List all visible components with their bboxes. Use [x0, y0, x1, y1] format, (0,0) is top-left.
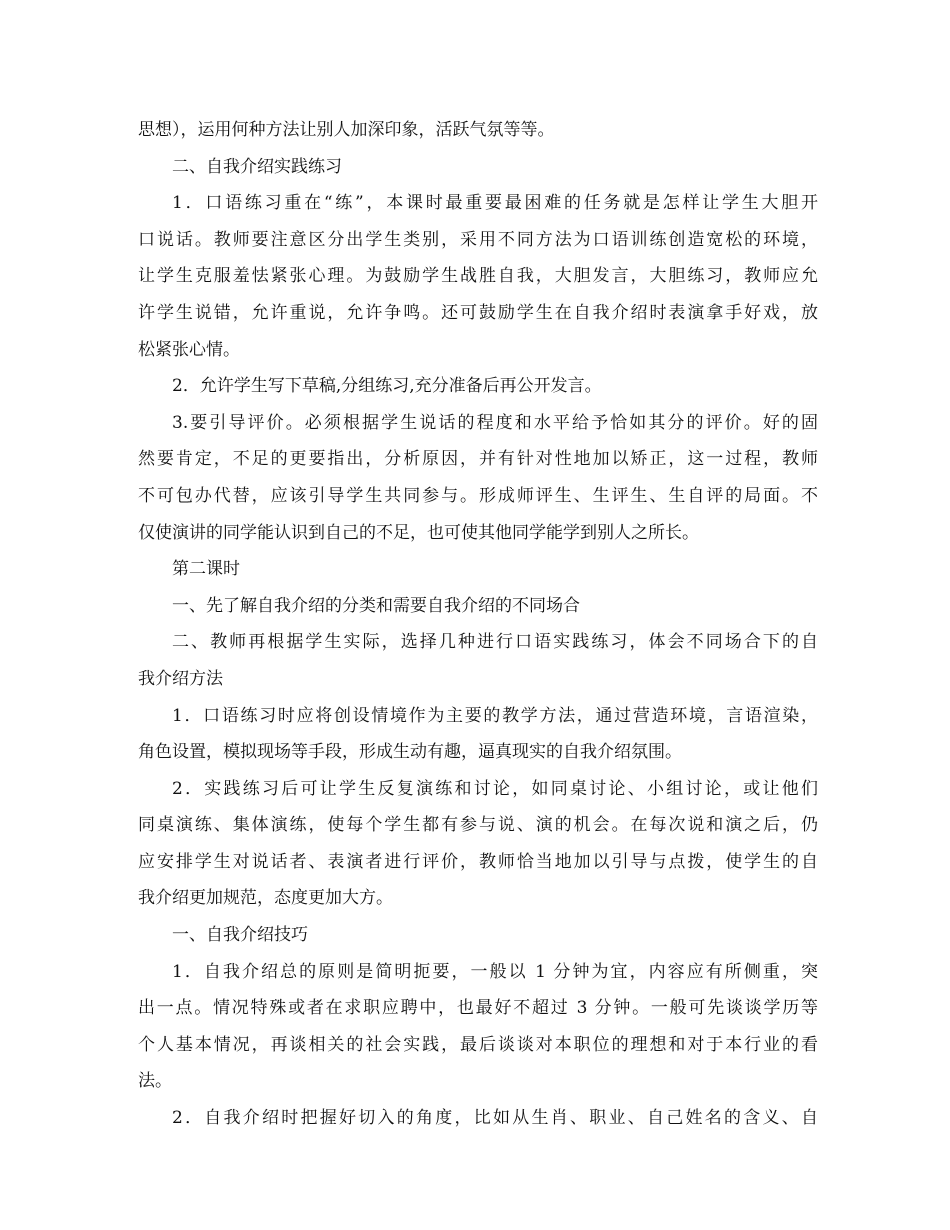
section-heading: 二、自我介绍实践练习 — [172, 156, 342, 177]
text-line: 我介绍更加规范，态度更加大方。 — [138, 888, 393, 909]
text-line: 让学生克服羞怯紧张心理。为鼓励学生战胜自我，大胆发言，大胆练习，教师应允 — [138, 266, 818, 287]
text-line: 我介绍方法 — [138, 668, 223, 689]
text-line: 然要肯定，不足的更要指出，分析原因，并有针对性地加以矫正，这一过程，教师 — [138, 449, 818, 470]
text-line: 出一点。情况特殊或者在求职应聘中，也最好不超过 3 分钟。一般可先谈谈学历等 — [138, 998, 818, 1019]
text-line: 1．自我介绍总的原则是简明扼要，一般以 1 分钟为宜，内容应有所侧重，突 — [172, 961, 818, 982]
text-line: 2．允许学生写下草稿,分组练习,充分准备后再公开发言。 — [172, 376, 602, 397]
text-line: 2．实践练习后可让学生反复演练和讨论，如同桌讨论、小组讨论，或让他们 — [172, 778, 818, 799]
text-line: 1．口语练习重在“练”，本课时最重要最困难的任务就是怎样让学生大胆开 — [172, 193, 818, 214]
text-line: 1．口语练习时应将创设情境作为主要的教学方法，通过营造环境，言语渲染， — [172, 705, 818, 726]
text-line: 口说话。教师要注意区分出学生类别，采用不同方法为口语训练创造宽松的环境， — [138, 229, 818, 250]
text-line: 思想），运用何种方法让别人加深印象，活跃气氛等等。 — [138, 120, 555, 140]
text-line: 不可包办代替，应该引导学生共同参与。形成师评生、生评生、生自评的局面。不 — [138, 485, 818, 506]
text-line: 同桌演练、集体演练，使每个学生都有参与说、演的机会。在每次说和演之后，仍 — [138, 815, 818, 836]
section-heading: 一、先了解自我介绍的分类和需要自我介绍的不同场合 — [172, 595, 580, 616]
text-line: 应安排学生对说话者、表演者进行评价，教师恰当地加以引导与点拨，使学生的自 — [138, 851, 818, 872]
text-line: 个人基本情况，再谈相关的社会实践，最后谈谈对本职位的理想和对于本行业的看 — [138, 1034, 818, 1055]
text-line: 2．自我介绍时把握好切入的角度，比如从生肖、职业、自己姓名的含义、自 — [172, 1108, 818, 1129]
text-line: 法。 — [138, 1071, 172, 1092]
text-line: 3.要引导评价。必须根据学生说话的程度和水平给予恰如其分的评价。好的固 — [172, 412, 818, 433]
text-line: 许学生说错，允许重说，允许争鸣。还可鼓励学生在自我介绍时表演拿手好戏，放 — [138, 302, 818, 323]
section-heading: 第二课时 — [172, 559, 240, 580]
text-line: 二、教师再根据学生实际，选择几种进行口语实践练习，体会不同场合下的自 — [172, 632, 818, 653]
text-line: 角色设置，模拟现场等手段，形成生动有趣，逼真现实的自我介绍氛围。 — [138, 742, 682, 763]
document-body — [138, 112, 818, 1137]
text-line: 松紧张心情。 — [138, 339, 240, 360]
section-heading: 一、自我介绍技巧 — [172, 925, 308, 946]
text-line: 仅使演讲的同学能认识到自己的不足，也可使其他同学能学到别人之所长。 — [138, 522, 699, 543]
